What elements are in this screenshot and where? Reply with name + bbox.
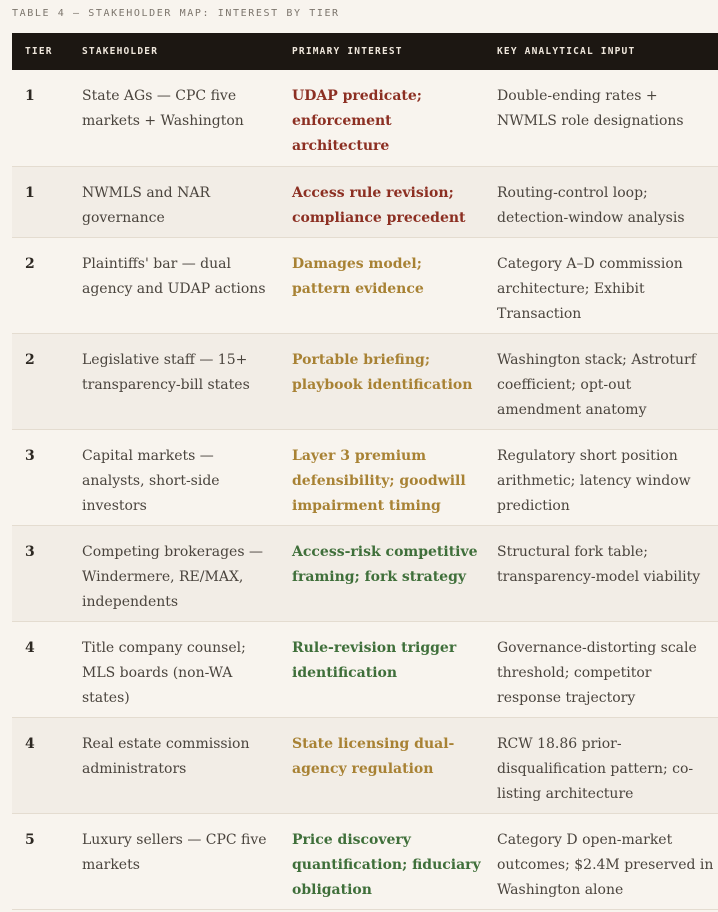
stakeholder-cell: Real estate commission administrators	[82, 736, 250, 777]
interest-cell: UDAP predicate; enforcement architecture	[292, 88, 422, 154]
table-row	[12, 718, 718, 814]
interest-cell: Access-risk competitive framing; fork strategy	[292, 544, 478, 585]
interest-cell: State licensing dual-agency regulation	[292, 736, 455, 777]
stakeholder-cell: State AGs — CPC five markets + Washington	[82, 88, 244, 129]
interest-cell: Portable briefing; playbook identification	[292, 352, 473, 393]
analytical-input-cell: Routing-control loop; detection-window analysis	[497, 185, 685, 226]
column-header-tier: TIER	[25, 46, 53, 57]
analytical-input-cell: Category D open-market outcomes; $2.4M preserved in Washington alone	[497, 832, 714, 898]
analytical-input-cell: Category A–D commission architecture; Exhibit Transaction	[497, 256, 683, 322]
table-row	[12, 622, 718, 718]
tier-cell: 4	[25, 640, 35, 656]
table-row	[12, 430, 718, 526]
interest-cell: Layer 3 premium defensibility; goodwill impairment timing	[292, 448, 466, 514]
table-row	[12, 814, 718, 910]
column-header-primary-interest: PRIMARY INTEREST	[292, 46, 403, 57]
interest-cell: Damages model; pattern evidence	[292, 256, 424, 297]
stakeholder-cell: Plaintiffs' bar — dual agency and UDAP actions	[82, 256, 266, 297]
analytical-input-cell: Regulatory short position arithmetic; latency window prediction	[497, 448, 691, 514]
analytical-input-cell: Structural fork table; transparency-model viability	[497, 544, 701, 585]
stakeholder-cell: NWMLS and NAR governance	[82, 185, 210, 226]
analytical-input-cell: Washington stack; Astroturf coefficient; opt-out amendment anatomy	[497, 352, 696, 418]
tier-cell: 3	[25, 544, 35, 560]
stakeholder-cell: Legislative staff — 15+ transparency-bill states	[82, 352, 250, 393]
stakeholder-cell: Luxury sellers — CPC five markets	[82, 832, 267, 873]
analytical-input-cell: RCW 18.86 prior-disqualification pattern; co-listing architecture	[497, 736, 694, 802]
tier-cell: 1	[25, 88, 35, 104]
interest-cell: Rule-revision trigger identification	[292, 640, 457, 681]
table-row	[12, 238, 718, 334]
table-row	[12, 526, 718, 622]
table-row	[12, 70, 718, 167]
table-caption: TABLE 4 — STAKEHOLDER MAP: INTEREST BY TIER	[12, 8, 340, 19]
tier-cell: 3	[25, 448, 35, 464]
analytical-input-cell: Double-ending rates + NWMLS role designations	[497, 88, 684, 129]
tier-cell: 1	[25, 185, 35, 201]
column-header-stakeholder: STAKEHOLDER	[82, 46, 159, 57]
column-header-key-analytical-input: KEY ANALYTICAL INPUT	[497, 46, 636, 57]
table-header	[12, 33, 718, 70]
tier-cell: 4	[25, 736, 35, 752]
stakeholder-cell: Competing brokerages — Windermere, RE/MAX, independents	[82, 544, 263, 610]
table-row	[12, 334, 718, 430]
analytical-input-cell: Governance-distorting scale threshold; competitor response trajectory	[497, 640, 697, 706]
tier-cell: 5	[25, 832, 35, 848]
interest-cell: Access rule revision; compliance precedent	[292, 185, 466, 226]
stakeholder-cell: Title company counsel; MLS boards (non-WA states)	[82, 640, 246, 706]
tier-cell: 2	[25, 256, 35, 272]
interest-cell: Price discovery quantification; fiduciary obligation	[292, 832, 481, 898]
tier-cell: 2	[25, 352, 35, 368]
stakeholder-cell: Capital markets — analysts, short-side investors	[82, 448, 220, 514]
table-row	[12, 167, 718, 238]
